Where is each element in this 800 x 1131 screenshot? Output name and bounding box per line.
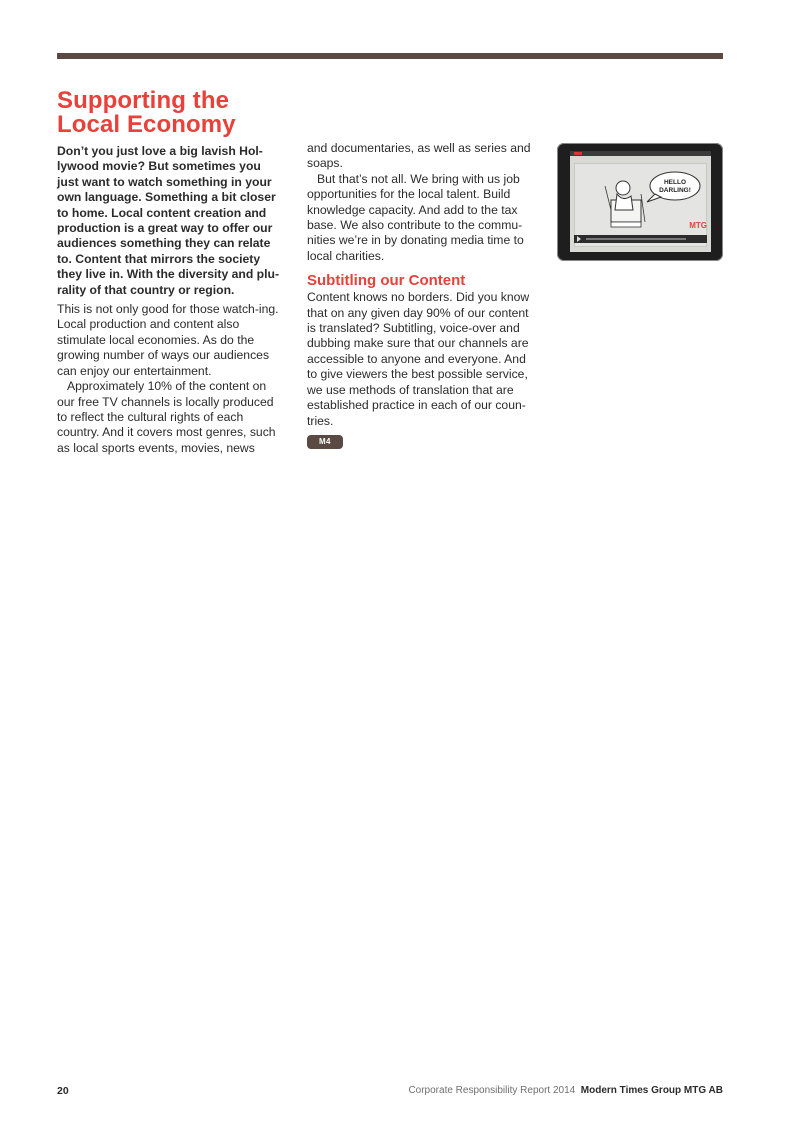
body-paragraph: But that’s not all. We bring with us job opportunities for the local talent. Build knowledge capacity. And add to the tax base. We also contribute to the commu-nities we’re in by donating media time to local charities. [307, 171, 524, 263]
body-paragraph: and documentaries, as well as series and soaps. [307, 141, 531, 171]
tablet-screen [570, 151, 711, 252]
top-rule [57, 53, 723, 59]
section-subtitle: Subtitling our Content [307, 272, 466, 290]
play-icon [577, 236, 581, 242]
video-controls [574, 235, 707, 243]
mtg-logo: MTG [689, 221, 707, 230]
svg-text:HELLO: HELLO [663, 179, 687, 186]
intro-paragraph: Don’t you just love a big lavish Hol-lywood movie? But sometimes you just want to watch something in your own language. Something a bit closer to home. Local content creation and production is a great way to offer our audiences something they can relate to. Content that mirrors the society they live in. With the diversity and plu-rality of that country or region. [57, 144, 280, 297]
company-name: Modern Times Group MTG AB [580, 1085, 723, 1096]
progress-bar [586, 238, 686, 240]
tablet-illustration [557, 143, 723, 261]
report-title: Corporate Responsibility Report 2014 [408, 1085, 576, 1096]
body-paragraph: Content knows no borders. Did you know that on any given day 90% of our content is translated? Subtitling, voice-over and dubbing make sure that our channels are accessible to anyone and everyone. And to give viewers the best possible service, we use methods of translation that are established practice in each of our coun-tries. [307, 290, 530, 428]
status-bar [570, 151, 711, 156]
svg-text:DARLING!: DARLING! [659, 187, 691, 194]
page-title: Supporting the Local Economy [57, 87, 236, 138]
body-paragraph: This is not only good for those watch-ing. Local production and content also stimulate local economies. As do the growing number of ways our audiences can enjoy our entertainment. [57, 302, 279, 378]
body-paragraph: Approximately 10% of the content on our free TV channels is locally produced to reflect the cultural rights of each country. And it covers most genres, such as local sports events, movies, news [57, 379, 276, 455]
page-number: 20 [57, 1085, 69, 1097]
youtube-icon [574, 152, 582, 155]
cartoon-drawing [575, 164, 706, 246]
footer-credit [408, 1084, 723, 1098]
reference-badge: M4 [307, 435, 343, 449]
column-middle [307, 141, 532, 449]
column-left [57, 89, 279, 456]
